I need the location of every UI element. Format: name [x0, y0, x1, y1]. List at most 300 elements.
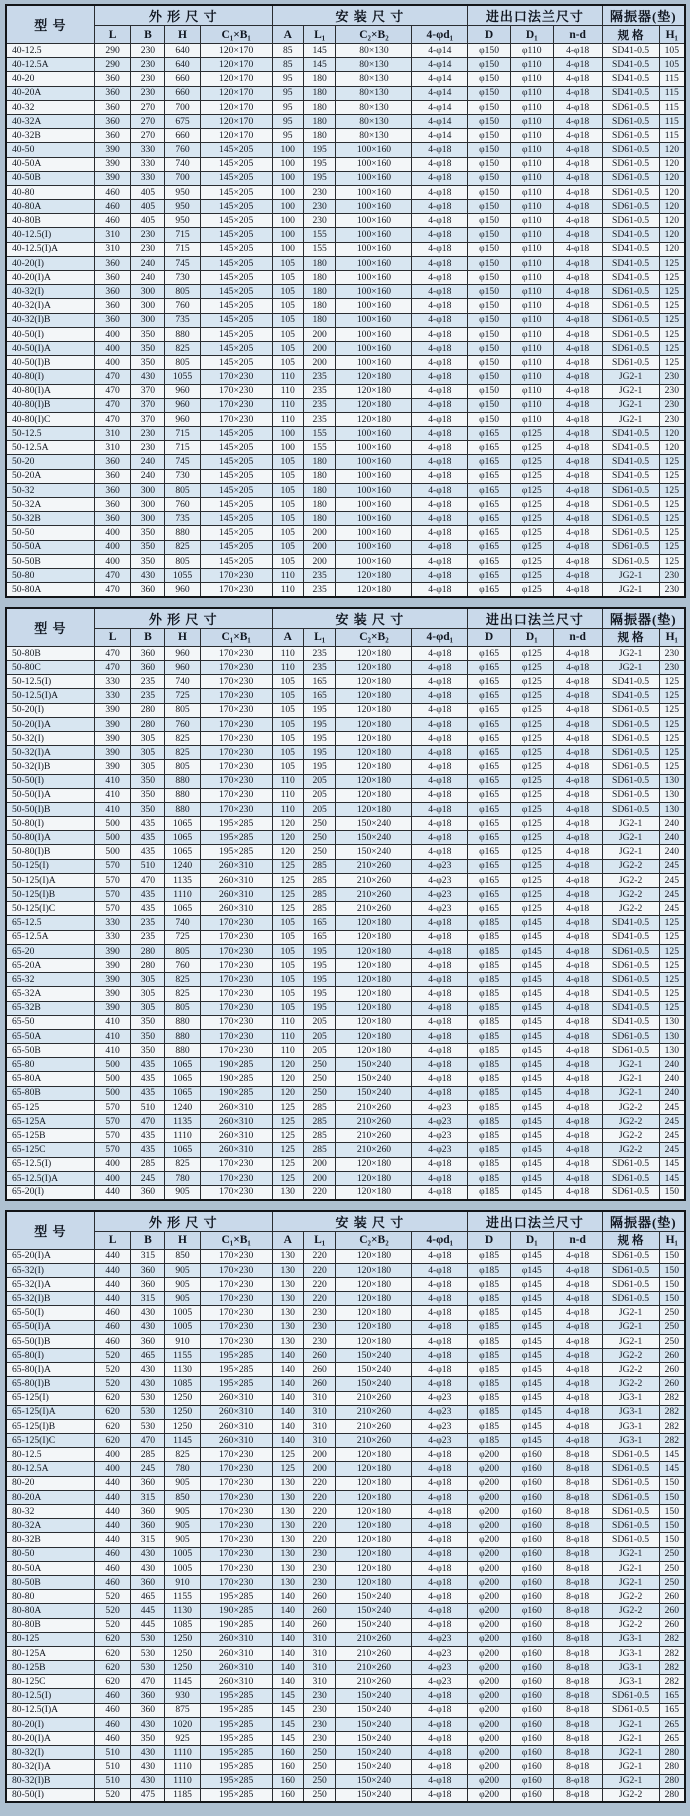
value-cell: φ165: [468, 902, 511, 916]
value-cell: φ150: [468, 271, 511, 285]
value-cell: 4-φ18: [553, 1015, 602, 1029]
model-cell: 50-50B: [6, 554, 94, 568]
table-row: [6, 157, 685, 171]
value-cell: φ200: [468, 1732, 511, 1746]
value-cell: 310: [303, 1419, 336, 1433]
value-cell: 250: [659, 1306, 685, 1320]
value-cell: 4-φ18: [553, 973, 602, 987]
value-cell: 170×230: [200, 1029, 272, 1043]
value-cell: 210×260: [336, 1115, 412, 1129]
value-cell: 105: [659, 44, 685, 58]
value-cell: 230: [659, 583, 685, 597]
value-cell: 200: [303, 1448, 336, 1462]
value-cell: 475: [131, 1788, 165, 1802]
value-cell: 120×180: [336, 1547, 412, 1561]
value-cell: 125: [659, 498, 685, 512]
value-cell: SD41-0.5: [602, 675, 659, 689]
value-cell: 130: [272, 1185, 303, 1199]
model-cell: 65-125(I)B: [6, 1419, 94, 1433]
value-cell: 360: [131, 1519, 165, 1533]
value-cell: 125: [659, 760, 685, 774]
value-cell: 700: [165, 100, 200, 114]
value-cell: SD61-0.5: [602, 1689, 659, 1703]
value-cell: 290: [94, 44, 131, 58]
value-cell: 4-φ18: [412, 200, 468, 214]
value-cell: 125: [272, 1143, 303, 1157]
model-cell: 50-80(I)B: [6, 845, 94, 859]
value-cell: 170×230: [200, 1278, 272, 1292]
value-cell: 4-φ18: [553, 356, 602, 370]
value-cell: JG3-1: [602, 1675, 659, 1689]
value-cell: 4-φ18: [553, 1306, 602, 1320]
value-cell: 725: [165, 689, 200, 703]
value-cell: 120×180: [336, 717, 412, 731]
model-cell: 80-20(I)A: [6, 1732, 94, 1746]
value-cell: 780: [165, 1171, 200, 1185]
model-cell: 50-50A: [6, 540, 94, 554]
value-cell: φ160: [510, 1575, 553, 1589]
value-cell: 4-φ18: [412, 1490, 468, 1504]
value-cell: JG3-1: [602, 1391, 659, 1405]
value-cell: φ185: [468, 1015, 511, 1029]
value-cell: JG2-1: [602, 1072, 659, 1086]
table-row: [6, 902, 685, 916]
value-cell: 170×230: [200, 1448, 272, 1462]
table-row: [6, 987, 685, 1001]
value-cell: 170×230: [200, 384, 272, 398]
value-cell: 930: [165, 1689, 200, 1703]
value-cell: 170×230: [200, 1292, 272, 1306]
table-row: [6, 114, 685, 128]
value-cell: 4-φ18: [553, 483, 602, 497]
value-cell: φ160: [510, 1632, 553, 1646]
value-cell: 105: [272, 498, 303, 512]
value-cell: 1155: [165, 1590, 200, 1604]
value-cell: 260×310: [200, 1405, 272, 1419]
value-cell: 4-φ18: [412, 568, 468, 582]
value-cell: 195: [303, 171, 336, 185]
column-header-n-d: n-d: [553, 628, 602, 646]
value-cell: φ145: [510, 916, 553, 930]
value-cell: 195×285: [200, 1774, 272, 1788]
value-cell: 170×230: [200, 930, 272, 944]
value-cell: 105: [272, 327, 303, 341]
value-cell: 260×310: [200, 888, 272, 902]
value-cell: 905: [165, 1278, 200, 1292]
column-header-H1: H₁: [659, 1231, 685, 1249]
value-cell: φ200: [468, 1533, 511, 1547]
value-cell: φ185: [468, 1001, 511, 1015]
table-row: [6, 1661, 685, 1675]
value-cell: 805: [165, 554, 200, 568]
value-cell: SD41-0.5: [602, 469, 659, 483]
model-cell: 40-20(I)A: [6, 271, 94, 285]
value-cell: 145×205: [200, 185, 272, 199]
value-cell: 260: [303, 1377, 336, 1391]
value-cell: 170×230: [200, 788, 272, 802]
value-cell: JG2-1: [602, 817, 659, 831]
value-cell: 140: [272, 1419, 303, 1433]
value-cell: 115: [659, 129, 685, 143]
value-cell: 195: [303, 1001, 336, 1015]
model-cell: 80-32(I)B: [6, 1774, 94, 1788]
value-cell: φ160: [510, 1661, 553, 1675]
value-cell: 360: [94, 100, 131, 114]
value-cell: 205: [303, 774, 336, 788]
value-cell: 100: [272, 171, 303, 185]
table-row: [6, 356, 685, 370]
value-cell: φ125: [510, 568, 553, 582]
table-row: [6, 1561, 685, 1575]
value-cell: φ200: [468, 1675, 511, 1689]
model-cell: 40-32B: [6, 129, 94, 143]
model-cell: 65-125A: [6, 1115, 94, 1129]
value-cell: 200: [303, 1171, 336, 1185]
value-cell: 120: [272, 1058, 303, 1072]
value-cell: 250: [659, 1561, 685, 1575]
value-cell: 850: [165, 1249, 200, 1263]
value-cell: 120×180: [336, 583, 412, 597]
value-cell: 4-φ18: [412, 831, 468, 845]
value-cell: 360: [131, 646, 165, 660]
value-cell: φ125: [510, 646, 553, 660]
value-cell: 195: [303, 157, 336, 171]
value-cell: φ150: [468, 313, 511, 327]
table-row: [6, 1490, 685, 1504]
value-cell: 4-φ18: [412, 1015, 468, 1029]
table-row: [6, 888, 685, 902]
value-cell: 260: [659, 1604, 685, 1618]
value-cell: 620: [94, 1675, 131, 1689]
value-cell: 100×160: [336, 455, 412, 469]
value-cell: 120×180: [336, 1519, 412, 1533]
table-row: [6, 58, 685, 72]
table-row: [6, 1157, 685, 1171]
value-cell: φ110: [510, 44, 553, 58]
value-cell: φ165: [468, 675, 511, 689]
model-cell: 40-12.5A: [6, 58, 94, 72]
value-cell: 125: [659, 944, 685, 958]
value-cell: 360: [131, 1505, 165, 1519]
value-cell: 100×160: [336, 171, 412, 185]
value-cell: 825: [165, 987, 200, 1001]
value-cell: 905: [165, 1505, 200, 1519]
table-row: [6, 958, 685, 972]
table-row: [6, 1689, 685, 1703]
value-cell: SD41-0.5: [602, 987, 659, 1001]
value-cell: 125: [272, 902, 303, 916]
value-cell: 360: [131, 661, 165, 675]
value-cell: 405: [131, 200, 165, 214]
value-cell: 400: [94, 1171, 131, 1185]
value-cell: SD61-0.5: [602, 214, 659, 228]
value-cell: 570: [94, 888, 131, 902]
column-group-installation-dimensions: 安 装 尺 寸: [272, 1211, 468, 1232]
value-cell: 210×260: [336, 1632, 412, 1646]
value-cell: JG2-1: [602, 583, 659, 597]
model-cell: 65-32(I)A: [6, 1278, 94, 1292]
value-cell: 620: [94, 1434, 131, 1448]
value-cell: 130: [272, 1476, 303, 1490]
value-cell: 180: [303, 114, 336, 128]
value-cell: 520: [94, 1590, 131, 1604]
value-cell: 235: [131, 689, 165, 703]
value-cell: 430: [131, 1363, 165, 1377]
value-cell: 410: [94, 1044, 131, 1058]
value-cell: 95: [272, 114, 303, 128]
value-cell: 310: [303, 1661, 336, 1675]
model-cell: 65-32(I)B: [6, 1292, 94, 1306]
value-cell: 360: [131, 1703, 165, 1717]
value-cell: 500: [94, 845, 131, 859]
value-cell: 4-φ18: [412, 1746, 468, 1760]
value-cell: φ160: [510, 1618, 553, 1632]
value-cell: 150: [659, 1185, 685, 1199]
pump-dimensions-table-2: [5, 607, 686, 1201]
value-cell: 100: [272, 157, 303, 171]
value-cell: 500: [94, 1058, 131, 1072]
value-cell: JG2-2: [602, 1129, 659, 1143]
value-cell: 155: [303, 228, 336, 242]
value-cell: 530: [131, 1405, 165, 1419]
value-cell: 200: [303, 540, 336, 554]
value-cell: 305: [131, 987, 165, 1001]
value-cell: 4-φ18: [412, 1703, 468, 1717]
column-header-C2xB2: C₂×B₂: [336, 26, 412, 44]
model-cell: 65-125: [6, 1100, 94, 1114]
value-cell: 230: [131, 44, 165, 58]
value-cell: 145×205: [200, 356, 272, 370]
value-cell: φ150: [468, 370, 511, 384]
value-cell: 4-φ23: [412, 902, 468, 916]
value-cell: 200: [303, 526, 336, 540]
value-cell: 430: [131, 1746, 165, 1760]
value-cell: 460: [94, 185, 131, 199]
value-cell: 620: [94, 1661, 131, 1675]
value-cell: 120×180: [336, 746, 412, 760]
value-cell: 150: [659, 1292, 685, 1306]
value-cell: 440: [94, 1263, 131, 1277]
model-cell: 65-80(I)A: [6, 1363, 94, 1377]
value-cell: 120×170: [200, 86, 272, 100]
value-cell: 4-φ23: [412, 859, 468, 873]
value-cell: 8-φ18: [553, 1632, 602, 1646]
value-cell: SD41-0.5: [602, 1001, 659, 1015]
column-group-overall-dimensions: 外 形 尺 寸: [94, 1211, 272, 1232]
value-cell: 4-φ18: [553, 788, 602, 802]
model-cell: 80-20: [6, 1476, 94, 1490]
table-row: [6, 1732, 685, 1746]
model-cell: 40-50A: [6, 157, 94, 171]
table-row: [6, 717, 685, 731]
value-cell: 1185: [165, 1788, 200, 1802]
value-cell: 4-φ18: [412, 1732, 468, 1746]
model-cell: 50-80B: [6, 646, 94, 660]
value-cell: 80×130: [336, 86, 412, 100]
value-cell: 155: [303, 242, 336, 256]
model-cell: 40-12.5: [6, 44, 94, 58]
value-cell: 245: [659, 873, 685, 887]
value-cell: 4-φ14: [412, 129, 468, 143]
value-cell: 195×285: [200, 845, 272, 859]
value-cell: 4-φ18: [553, 760, 602, 774]
value-cell: 95: [272, 100, 303, 114]
value-cell: 470: [131, 1675, 165, 1689]
value-cell: φ145: [510, 1072, 553, 1086]
value-cell: 360: [94, 498, 131, 512]
value-cell: 170×230: [200, 1490, 272, 1504]
value-cell: 4-φ18: [553, 427, 602, 441]
value-cell: 4-φ18: [553, 916, 602, 930]
value-cell: JG2-1: [602, 646, 659, 660]
value-cell: 4-φ18: [412, 817, 468, 831]
value-cell: 230: [659, 370, 685, 384]
table-row: [6, 526, 685, 540]
value-cell: 260: [659, 1363, 685, 1377]
value-cell: 4-φ18: [553, 1185, 602, 1199]
value-cell: φ145: [510, 1306, 553, 1320]
value-cell: 4-φ18: [412, 1505, 468, 1519]
value-cell: φ145: [510, 1377, 553, 1391]
value-cell: 260×310: [200, 1675, 272, 1689]
value-cell: 150×240: [336, 1072, 412, 1086]
value-cell: 1085: [165, 1618, 200, 1632]
value-cell: 4-φ18: [553, 86, 602, 100]
value-cell: φ125: [510, 554, 553, 568]
model-cell: 65-32: [6, 973, 94, 987]
value-cell: φ165: [468, 526, 511, 540]
value-cell: 205: [303, 802, 336, 816]
value-cell: 510: [131, 1100, 165, 1114]
value-cell: 210×260: [336, 873, 412, 887]
model-cell: 50-50(I)A: [6, 788, 94, 802]
value-cell: 360: [131, 1575, 165, 1589]
value-cell: 925: [165, 1732, 200, 1746]
value-cell: φ125: [510, 746, 553, 760]
value-cell: 445: [131, 1618, 165, 1632]
value-cell: 170×230: [200, 370, 272, 384]
value-cell: 195: [303, 731, 336, 745]
value-cell: 4-φ18: [553, 370, 602, 384]
value-cell: φ185: [468, 916, 511, 930]
value-cell: 180: [303, 469, 336, 483]
value-cell: 4-φ18: [553, 930, 602, 944]
value-cell: φ145: [510, 1157, 553, 1171]
value-cell: 140: [272, 1348, 303, 1362]
value-cell: 120×180: [336, 384, 412, 398]
model-cell: 80-125: [6, 1632, 94, 1646]
value-cell: φ200: [468, 1661, 511, 1675]
value-cell: 240: [659, 831, 685, 845]
value-cell: 230: [303, 214, 336, 228]
model-cell: 50-32A: [6, 498, 94, 512]
value-cell: 570: [94, 1129, 131, 1143]
value-cell: 1065: [165, 1058, 200, 1072]
value-cell: 145×205: [200, 554, 272, 568]
value-cell: 470: [94, 583, 131, 597]
column-header-C1xB1: C₁×B₁: [200, 1231, 272, 1249]
value-cell: 4-φ18: [553, 228, 602, 242]
value-cell: 120×180: [336, 1292, 412, 1306]
value-cell: 100×160: [336, 512, 412, 526]
value-cell: φ165: [468, 831, 511, 845]
value-cell: φ200: [468, 1590, 511, 1604]
value-cell: 470: [94, 398, 131, 412]
model-cell: 50-50: [6, 526, 94, 540]
value-cell: 4-φ18: [412, 1058, 468, 1072]
value-cell: 315: [131, 1533, 165, 1547]
column-header-model: 型 号: [6, 1211, 94, 1250]
value-cell: φ185: [468, 1058, 511, 1072]
value-cell: φ165: [468, 731, 511, 745]
value-cell: φ125: [510, 427, 553, 441]
value-cell: φ150: [468, 72, 511, 86]
value-cell: φ110: [510, 72, 553, 86]
value-cell: 4-φ18: [553, 1029, 602, 1043]
value-cell: φ185: [468, 1086, 511, 1100]
value-cell: 105: [272, 313, 303, 327]
value-cell: 530: [131, 1391, 165, 1405]
value-cell: 4-φ18: [412, 1618, 468, 1632]
value-cell: 170×230: [200, 1044, 272, 1058]
value-cell: 120: [659, 427, 685, 441]
value-cell: 330: [131, 157, 165, 171]
value-cell: 105: [272, 256, 303, 270]
value-cell: 210×260: [336, 902, 412, 916]
value-cell: 520: [94, 1788, 131, 1802]
value-cell: 4-φ18: [412, 675, 468, 689]
value-cell: 4-φ18: [553, 313, 602, 327]
value-cell: 105: [272, 469, 303, 483]
value-cell: 880: [165, 1029, 200, 1043]
table-row: [6, 242, 685, 256]
value-cell: 620: [94, 1632, 131, 1646]
value-cell: 8-φ18: [553, 1689, 602, 1703]
value-cell: SD61-0.5: [602, 157, 659, 171]
value-cell: 245: [131, 1462, 165, 1476]
value-cell: 145×205: [200, 200, 272, 214]
value-cell: 825: [165, 731, 200, 745]
table-row: [6, 1320, 685, 1334]
value-cell: 960: [165, 646, 200, 660]
value-cell: 4-φ18: [412, 384, 468, 398]
value-cell: 300: [131, 285, 165, 299]
value-cell: 100×160: [336, 356, 412, 370]
value-cell: φ185: [468, 1320, 511, 1334]
value-cell: 282: [659, 1646, 685, 1660]
value-cell: 4-φ18: [412, 958, 468, 972]
value-cell: 435: [131, 888, 165, 902]
value-cell: 240: [659, 845, 685, 859]
value-cell: 4-φ18: [412, 554, 468, 568]
model-cell: 50-32B: [6, 512, 94, 526]
value-cell: 260: [659, 1590, 685, 1604]
value-cell: φ160: [510, 1490, 553, 1504]
value-cell: 170×230: [200, 802, 272, 816]
value-cell: 390: [94, 143, 131, 157]
value-cell: 250: [303, 1746, 336, 1760]
value-cell: 8-φ18: [553, 1533, 602, 1547]
column-header-A: A: [272, 628, 303, 646]
value-cell: 1055: [165, 568, 200, 582]
value-cell: φ185: [468, 973, 511, 987]
value-cell: 145: [659, 1171, 685, 1185]
value-cell: 4-φ18: [553, 1129, 602, 1143]
table-row: [6, 1717, 685, 1731]
value-cell: 120: [659, 214, 685, 228]
column-group-flange-dimensions: 进出口法兰尺寸: [468, 1211, 602, 1232]
value-cell: 120×180: [336, 675, 412, 689]
